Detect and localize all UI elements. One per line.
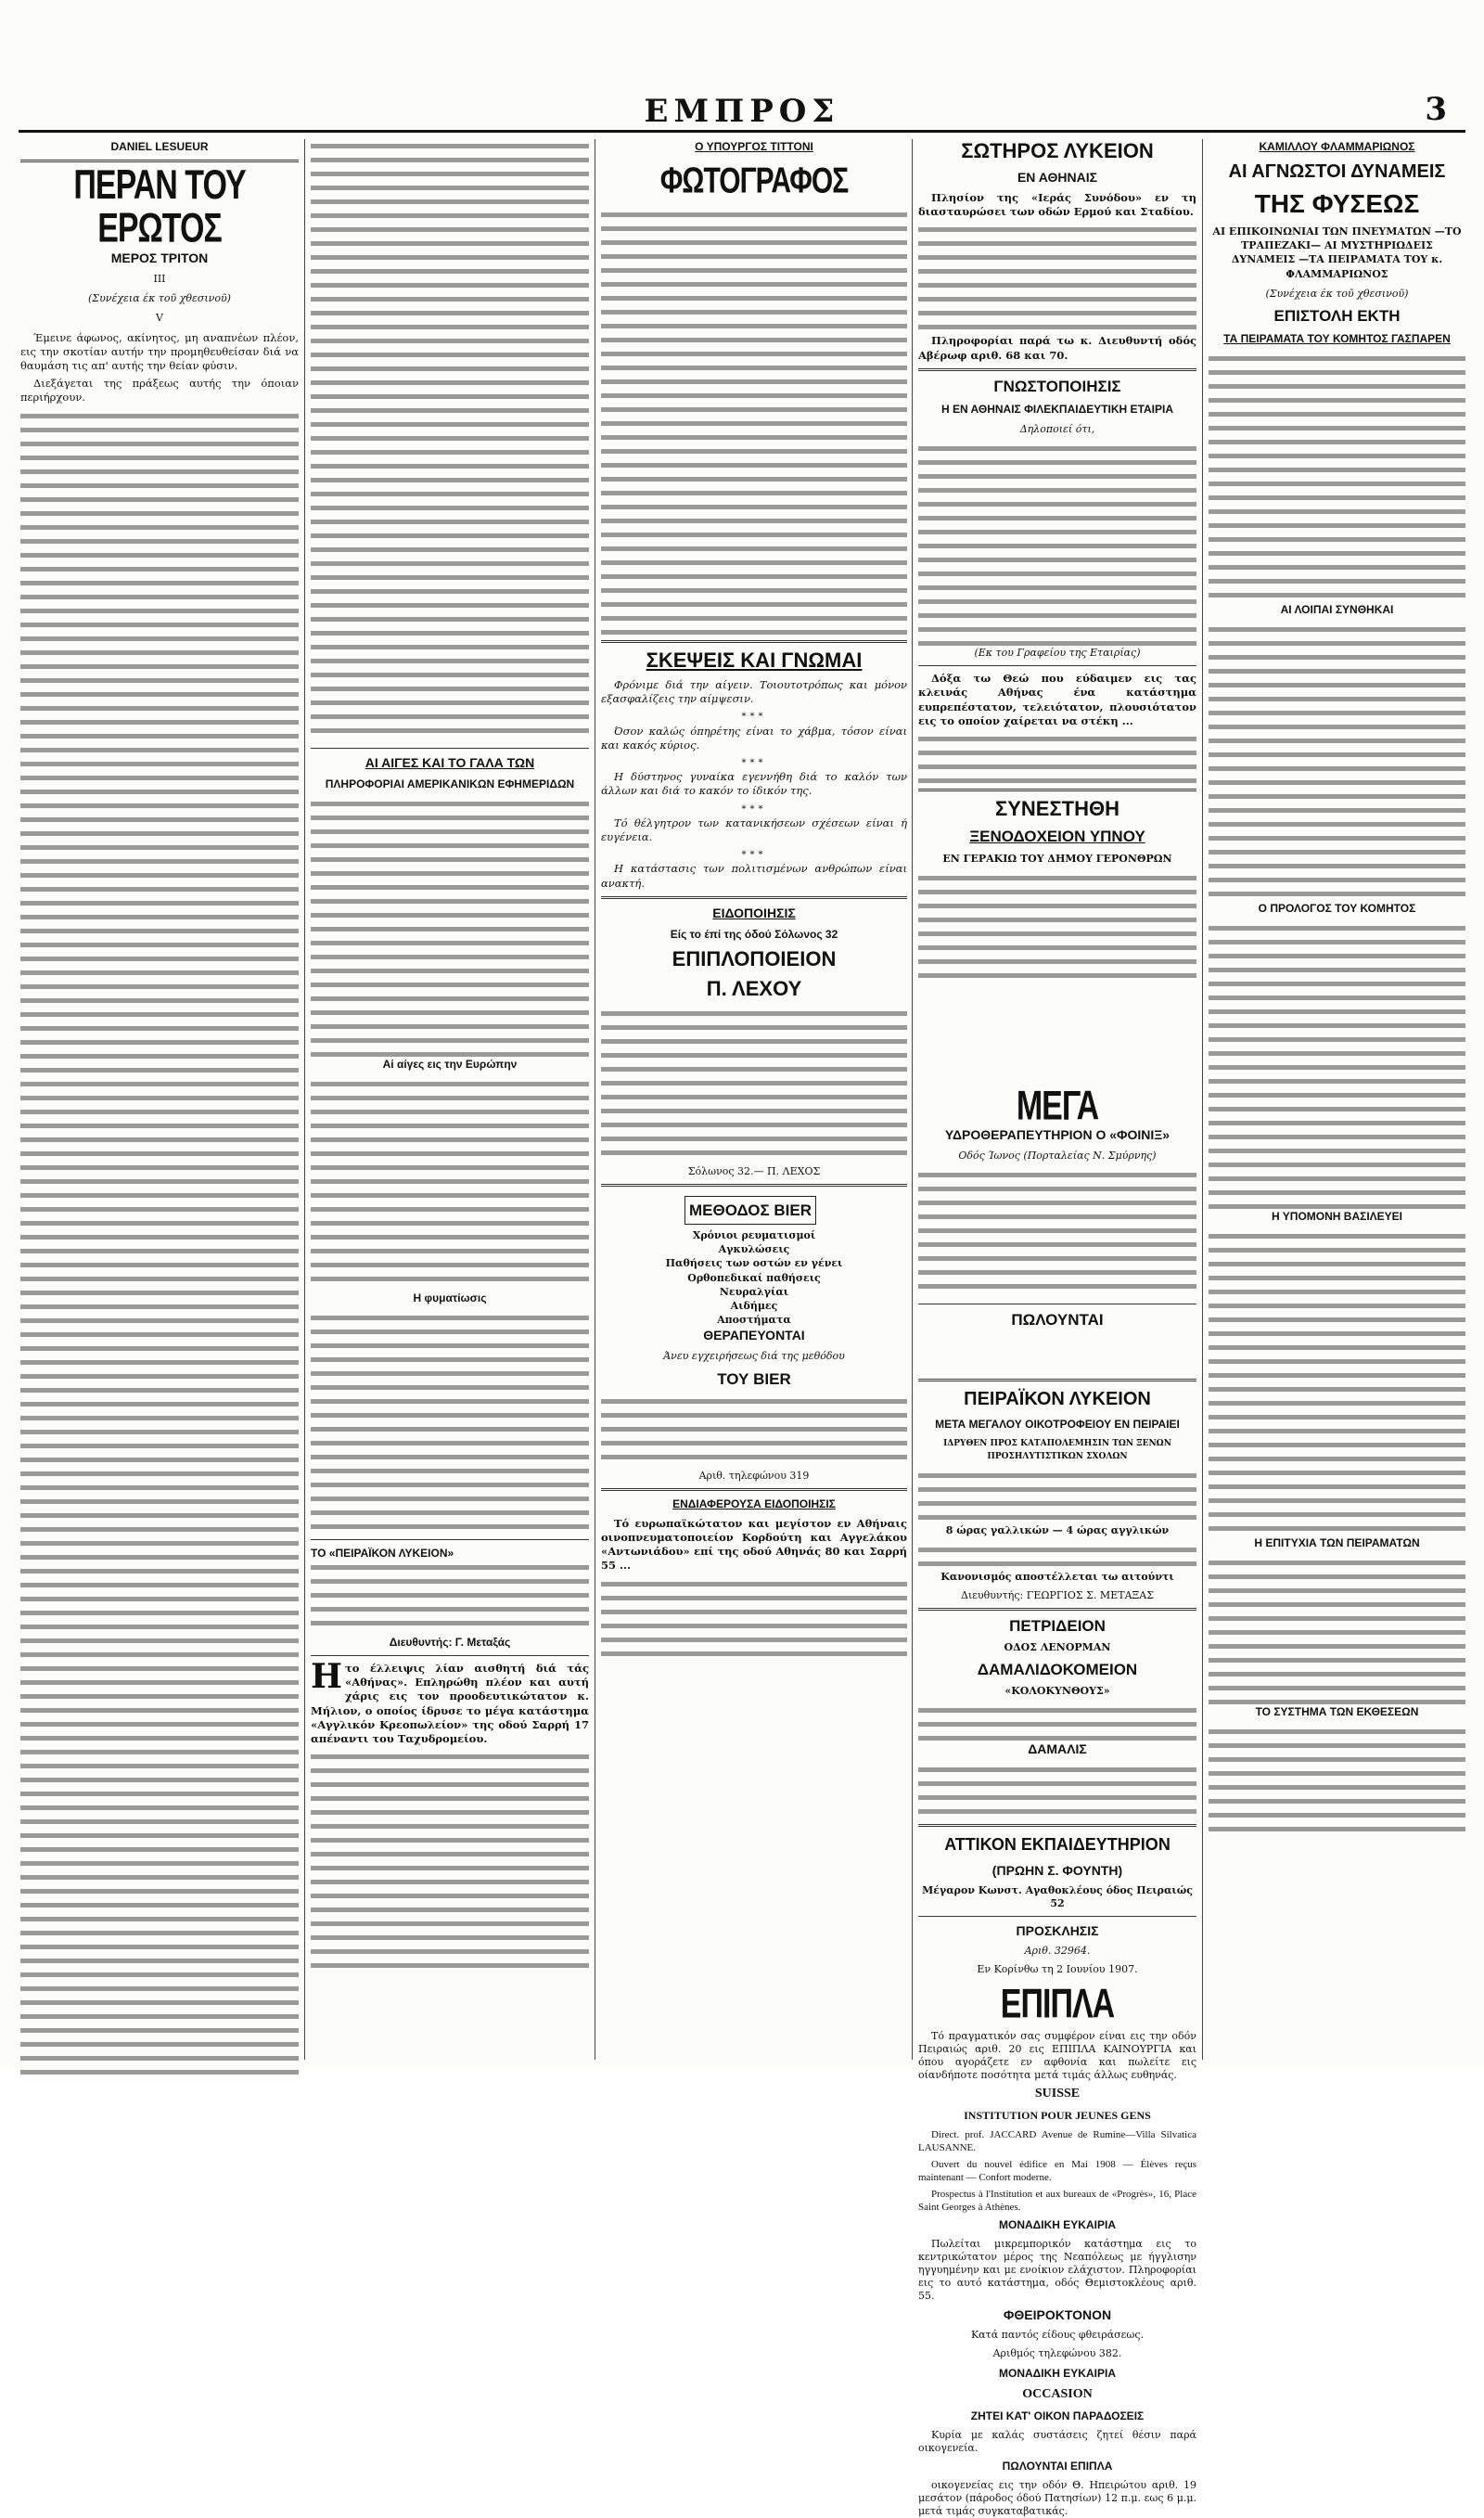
store-praise-advert: Δόξα τω Θεώ που εύδαιμεν εις τας κλεινάς Αθήνας ένα κατάστημα ευπρεπέστατον, τελειότατον, πλουσιότατον εις το οποίον χαίρεται να στέκη ... — [918, 672, 1196, 727]
bier-condition: Αιδήμες — [730, 1300, 778, 1313]
swiss-prospectus: Prospectus à l'Institution et aux bureaux de «Progrès», 16, Place Saint Georges à Athènes. — [918, 2189, 1196, 2213]
column-divider — [912, 139, 913, 2060]
body-text-block — [601, 1577, 907, 1661]
lyceum-subtitle-2: ΙΔΡΥΘΕΝ ΠΡΟΣ ΚΑΤΑΠΟΛΕΜΗΣΙΝ ΤΩΝ ΞΕΝΩΝ ΠΡΟΣΗΛΥΤΙΣΤΙΚΩΝ ΣΧΟΛΩΝ — [943, 1439, 1171, 1461]
furniture-address: Σόλωνος 32.— Π. ΛΕΧΟΣ — [687, 1164, 821, 1177]
page-number: 3 — [1425, 91, 1447, 128]
section-heading: ΑΙ ΛΟΙΠΑΙ ΣΥΝΘΗΚΑΙ — [1280, 603, 1394, 617]
divider — [601, 640, 907, 643]
article-kicker: Ο ΥΠΟΥΡΓΟΣ ΤΙΤΤΟΝΙ — [695, 140, 813, 153]
swiss-heading: SUISSE — [1034, 2087, 1081, 2100]
letter-heading: ΕΠΙΣΤΟΛΗ ΕΚΤΗ — [1273, 307, 1401, 326]
body-text-block — [601, 208, 907, 635]
article-subhead: ΠΛΗΡΟΦΟΡΙΑΙ ΑΜΕΡΙΚΑΝΙΚΩΝ ΕΦΗΜΕΡΙΔΩΝ — [325, 777, 575, 790]
advert-text: το έλλειψις λίαν αισθητή διά τάς «Αθήνας». Επληρώθη πλέον και αυτή χάρις εις τον προοδευτικώτατον κ. Μήλιον, ο οποίος ίδρυσε το μέγα κατάστημα «Αγγλικόν Κρεοπωλείον» της οδού Σαρρή 17 απέναντι του Ταχυδρομείου. — [311, 1662, 589, 1746]
maxim: Η κατάστασις των πολιτισμένων ανθρώπων είναι ανακτή. — [601, 862, 907, 890]
attikon-address: Μέγαρον Κωνστ. Αγαθοκλέους όδος Πειραιώς 52 — [922, 1884, 1193, 1909]
column-serial-novel — [20, 139, 299, 2060]
drop-cap: Η — [311, 1657, 343, 1696]
body-text-block — [918, 1763, 1196, 1818]
maxim: Τό θέλγητρον των κατανικήσεων σχέσεων είναι ή ευγένεια. — [601, 816, 907, 844]
notice-signoff: Διευθυντής: Γ. Μεταξάς — [389, 1636, 511, 1649]
tutoring-heading: ΖΗΤΕΙ ΚΑΤ' ΟΙΚΟΝ ΠΑΡΑΔΟΣΕΙΣ — [970, 2409, 1145, 2422]
article-subhead: ΑΙ ΕΠΙΚΟΙΝΩΝΙΑΙ ΤΩΝ ΠΝΕΥΜΑΤΩΝ —ΤΟ ΤΡΑΠΕΖΑΚΙ— ΑΙ ΜΥΣΤΗΡΙΩΔΕΙΣ ΔΥΝΑΜΕΙΣ —ΤΑ ΠΕΙΡΑΜΑΤΑ ΤΟΥ κ. ΦΛΑΜΜΑΡΙΩΝΟΣ — [1212, 225, 1462, 280]
column-adverts-center — [601, 139, 907, 2060]
continued-note: (Συνέχεια έκ τοῦ χθεσινοῦ) — [1265, 287, 1409, 300]
body-text-block — [918, 442, 1196, 646]
body-text-block — [1209, 1556, 1465, 1704]
column-divider — [304, 139, 305, 2060]
body-text-block — [311, 1311, 589, 1534]
lyceum-contact: Κανονισμός αποστέλλεται τω αιτούντι — [940, 1571, 1174, 1583]
hydro-mega: ΜΕΓΑ — [1016, 1083, 1099, 1129]
swiss-institution: INSTITUTION POUR JEUNES GENS — [964, 2109, 1151, 2122]
unique-opportunity-heading: ΜΟΝΑΔΙΚΗ ΕΥΚΑΙΡΙΑ — [999, 2218, 1116, 2231]
attikon-title: ΑΤΤΙΚΟΝ ΕΚΠΑΙΔΕΥΤΗΡΙΟΝ — [944, 1835, 1171, 1854]
article-headline: ΑΙ ΑΙΓΕΣ ΚΑΙ ΤΟ ΓΑΛΑ ΤΩΝ — [365, 755, 535, 770]
separator-stars: *** — [741, 803, 767, 815]
body-text-block — [918, 1168, 1196, 1298]
paragraph: Διεξάγεται της πράξεως αυτής την όποιαν περιήρχουν. — [20, 377, 299, 405]
maxim: Η δύστηνος γυναίκα εγεννήθη διά το καλόν των άλλων και διά το κακόν το ίδικόν της. — [601, 770, 907, 798]
bier-condition: Νευραλγίαι — [719, 1285, 789, 1298]
bier-brand: ΤΟΥ BIER — [717, 1369, 791, 1388]
body-text-block — [311, 1077, 589, 1291]
body-text-block — [1209, 623, 1465, 901]
section-number: V — [156, 312, 163, 325]
exterminator-text: Κατά παντός είδους φθειράσεως. — [970, 2329, 1145, 2341]
petrideion-address: ΟΔΟΣ ΛΕΝΟΡΜΑΝ — [1004, 1641, 1111, 1653]
body-text-block — [918, 223, 1196, 334]
lady-advert: Κυρία με καλάς συστάσεις ζητεί θέσιν παρά οικογενεία. — [918, 2429, 1196, 2454]
petrideion-name: ΠΕΤΡΙΔΕΙΟΝ — [1009, 1617, 1106, 1635]
body-text-block — [1209, 1229, 1465, 1535]
body-text-block — [311, 1750, 589, 1972]
divider — [311, 1655, 589, 1656]
lyceum-notice-title: ΤΟ «ΠΕΙΡΑΪΚΟΝ ΛΥΚΕΙΟΝ» — [311, 1547, 454, 1560]
exterminator-heading: ΦΘΕΙΡΟΚΤΟΝΟΝ — [1003, 2307, 1112, 2322]
occasion-heading: OCCASION — [1022, 2387, 1093, 2401]
hotel-name: ΞΕΝΟΔΟΧΕΙΟΝ ΥΠΝΟΥ — [969, 828, 1145, 846]
body-text-block — [601, 1394, 907, 1469]
maxim: Όσον καλώς όπηρέτης είναι το χάβμα, τόσον είναι και κακός κύριος. — [601, 724, 907, 752]
section-heading: Η ΕΠΙΤΥΧΙΑ ΤΩΝ ΠΕΙΡΑΜΑΤΩΝ — [1254, 1536, 1420, 1550]
hotel-established: ΣΥΝΕΣΤΗΘΗ — [995, 797, 1119, 821]
notice-line: Είς το έπί της όδού Σόλωνος 32 — [670, 927, 838, 941]
society-declares: Δηλοποιεί ότι, — [1019, 422, 1095, 435]
bier-condition: Παθήσεις των οστών εν γένει — [665, 1257, 843, 1270]
divider — [918, 665, 1196, 666]
section-heading: Αί αίγες εις την Ευρώπην — [382, 1058, 518, 1071]
author-name: ΚΑΜΙΛΛΟΥ ΦΛΑΜΜΑΡΙΩΝΟΣ — [1259, 140, 1415, 153]
lyceum-subtitle: ΜΕΤΑ ΜΕΓΑΛΟΥ ΟΙΚΟΤΡΟΦΕΙΟΥ ΕΝ ΠΕΙΡΑΙΕΙ — [935, 1418, 1180, 1431]
divider — [918, 368, 1196, 371]
hydro-name: ΥΔΡΟΘΕΡΑΠΕΥΤΗΡΙΟΝ Ο «ΦΟΙΝΙΞ» — [944, 1127, 1171, 1142]
body-text-block — [918, 1703, 1196, 1741]
bottom-advert-band — [918, 1373, 1196, 2517]
furniture-advert: Τό πραγματικόν σας συμφέρον είναι εις την οδόν Πειραιώς αριθ. 20 εις ΕΠΙΠΛΑ ΚΑΙΝΟΥΡΓΙΑ και όπου αγοράζετε εν αφθονία και πωλείτε εις οίανδήποτε ποσότητα μετά τιμάς άλλως ευθηνάς. — [918, 2030, 1196, 2081]
column-divider — [1202, 139, 1203, 2060]
bier-title: ΜΕΘΟΔΟΣ BIER — [684, 1196, 816, 1225]
column-hydro — [918, 1083, 1196, 1364]
section-heading: Η φυματίωσις — [413, 1291, 487, 1304]
exterminator-phone: Αριθμός τηλεφώνου 382. — [992, 2347, 1122, 2359]
bier-condition: Ορθοπεδικαί παθήσεις — [687, 1271, 821, 1284]
school-location: Πλησίον της «Ιεράς Συνόδου» εν τη διασταυρώσει των οδών Ερμού και Σταδίου. — [918, 191, 1196, 219]
author-name: DANIEL LESUEUR — [110, 140, 209, 153]
divider — [311, 1539, 589, 1540]
chapter-number: III — [153, 273, 166, 285]
body-text-block — [918, 871, 1196, 983]
bier-subtitle: Άνευ εγχειρήσεως διά της μεθόδου — [663, 1350, 845, 1363]
furniture-shop-name: ΕΠΙΠΛΟΠΟΙΕΙΟΝ — [672, 946, 837, 970]
body-text-block — [1209, 921, 1465, 1209]
furniture-sale-heading: ΠΩΛΟΥΝΤΑΙ ΕΠΙΠΛΑ — [1002, 2460, 1113, 2473]
column-news — [311, 139, 589, 2060]
serial-headline: ΠΕΡΑΝ ΤΟΥ ΕΡΩΤΟΣ — [73, 161, 246, 252]
notice-heading: ΕΝΔΙΑΦΕΡΟΥΣΑ ΕΙΔΟΠΟΙΗΣΙΣ — [672, 1497, 836, 1510]
divider — [918, 1608, 1196, 1611]
butcher-advert — [311, 1657, 589, 1746]
distillery-advert: Τό ευρωπαϊκώτατον και μεγίστον εν Αθήναις οινοπνευματοποιείον Κορδούτη και Αγγελάκου «Αντωνιάδου» επί της οδού Αθηνάς 80 και Σαρρή 55 ... — [601, 1516, 907, 1573]
divider — [918, 1824, 1196, 1827]
article-headline-2: ΤΗΣ ΦΥΣΕΩΣ — [1254, 189, 1420, 218]
school-city: ΕΝ ΑΘΗΝΑΙΣ — [1017, 170, 1098, 185]
notice-heading: ΓΝΩΣΤΟΠΟΙΗΣΙΣ — [993, 377, 1121, 395]
society-name: Η ΕΝ ΑΘΗΝΑΙΣ ΦΙΛΕΚΠΑΙΔΕΥΤΙΚΗ ΕΤΑΙΡΙΑ — [940, 402, 1174, 416]
body-text-block — [918, 1543, 1196, 1571]
body-text-block — [1209, 352, 1465, 602]
article-headline: ΦΩΤΟΓΡΑΦΟΣ — [659, 161, 849, 201]
invite-heading: ΠΡΟΣΚΛΗΣΙΣ — [1016, 1923, 1099, 1938]
paragraph: Έμεινε άφωνος, ακίνητος, μη αναπνέων πλέον, εις την σκοτίαν αυτήν την προμηθευθείσαν διά να θαυμάση τις απ' αυτής την θείαν φύσιν. — [20, 330, 299, 373]
section-heading: ΤΟ ΣΥΣΤΗΜΑ ΤΩΝ ΕΚΘΕΣΕΩΝ — [1255, 1705, 1419, 1719]
unique-opportunity-heading-2: ΜΟΝΑΔΙΚΗ ΕΥΚΑΙΡΙΑ — [999, 2367, 1116, 2380]
lyceum-hours: 8 ώρας γαλλικών — 4 ώρας αγγλικών — [945, 1524, 1170, 1536]
separator-stars: *** — [741, 850, 767, 861]
bier-condition: Αποστήματα — [717, 1314, 791, 1327]
divider — [918, 1916, 1196, 1917]
bier-conditions-list — [601, 1228, 907, 1327]
furniture-sale-text: οικογενείας εις την οδόν Θ. Ηπειρώτου αριθ. 19 μεσάτον (πάροδος όδού Πατησίων) 12 π.μ. εως 6 μ.μ. μετά τιμάς συγκαταβατικάς. — [918, 2479, 1196, 2517]
lyceum-big-title: ΠΕΙΡΑΪΚΟΝ ΛΥΚΕΙΟΝ — [964, 1389, 1151, 1409]
masthead — [19, 91, 1465, 130]
bier-condition: Αγκυλώσεις — [718, 1243, 790, 1256]
part-heading: ΜΕΡΟΣ ΤΡΙΤΟΝ — [110, 251, 209, 265]
hydro-address: Οδός Ίωνος (Πορταλείας Ν. Σμύρνης) — [958, 1150, 1157, 1162]
column-flammarion — [1209, 139, 1465, 2060]
body-text-block — [601, 1007, 907, 1164]
body-text-block — [311, 797, 589, 1057]
for-sale-heading: ΠΩΛΟΥΝΤΑΙ — [1011, 1311, 1104, 1330]
notice-heading: ΕΙΔΟΠΟΙΗΣΙΣ — [712, 905, 796, 920]
bier-condition: Χρόνιοι ρευματισμοί — [692, 1229, 816, 1242]
section-heading: Ο ΠΡΟΛΟΓΟΣ ΤΟΥ ΚΟΜΗΤΟΣ — [1258, 902, 1416, 916]
column-adverts-4 — [918, 139, 1196, 1160]
body-text-block — [311, 139, 589, 742]
divider — [601, 1488, 907, 1491]
section-heading: Η ΥΠΟΜΟΝΗ ΒΑΣΙΛΕΥΕΙ — [1272, 1210, 1402, 1224]
vaccine-institute-name: ΔΑΜΑΛΙΔΟΚΟΜΕΙΟΝ — [977, 1661, 1138, 1678]
swiss-opening: Ouvert du nouvel édifice en Mai 1908 — Élèves reçus maintenant — Confort moderne. — [918, 2159, 1196, 2183]
thoughts-heading: ΣΚΕΨΕΙΣ ΚΑΙ ΓΝΩΜΑΙ — [646, 649, 863, 672]
vaccine-note: ΔΑΜΑΛΙΣ — [1028, 1741, 1087, 1756]
school-address: Πληροφορίαι παρά τω κ. Διευθυντή οδός Αβέρωφ αριθ. 68 και 70. — [918, 334, 1196, 362]
bier-cure: ΘΕΡΑΠΕΥΟΝΤΑΙ — [703, 1328, 805, 1343]
masthead-rule — [19, 130, 1465, 133]
swiss-director: Direct. prof. JACCARD Avenue de Rumine—Villa Silvatica LAUSANNE. — [918, 2129, 1196, 2153]
maxim: Φρόνιμε διά την αίγειν. Τοιουτοτρόπως και μόνον εξασφαλίζεις την αίμψεσιν. — [601, 678, 907, 706]
letter-subhead: ΤΑ ΠΕΙΡΑΜΑΤΑ ΤΟΥ ΚΟΜΗΤΟΣ ΓΑΣΠΑΡΕΝ — [1223, 332, 1451, 346]
newspaper-title: ΕΜΠΡΟΣ — [644, 93, 840, 130]
body-text-block — [1209, 1725, 1465, 1836]
continued-note: (Συνέχεια έκ τοῦ χθεσινοῦ) — [88, 292, 231, 305]
society-signoff: (Εκ του Γραφείου της Εταιρίας) — [974, 647, 1141, 660]
divider — [601, 1184, 907, 1187]
bier-phone: Αριθ. τηλεφώνου 319 — [698, 1469, 810, 1482]
divider — [311, 748, 589, 749]
invite-number: Αριθ. 32964. — [1024, 1945, 1091, 1957]
separator-stars: *** — [741, 712, 767, 723]
body-text-block — [918, 1469, 1196, 1524]
body-text-block — [20, 409, 299, 2079]
divider — [918, 789, 1196, 791]
furniture-big-heading: ΕΠΙΠΛΑ — [1000, 1981, 1115, 2027]
lyceum-director: Διευθυντής: ΓΕΩΡΓΙΟΣ Σ. ΜΕΤΑΞΑΣ — [961, 1589, 1154, 1601]
hotel-location: ΕΝ ΓΕΡΑΚΙΩ ΤΟΥ ΔΗΜΟΥ ΓΕΡΟΝΘΡΩΝ — [942, 853, 1172, 866]
body-text-block — [918, 732, 1196, 783]
unique-opportunity-text: Πωλείται μικρεμπορικόν κατάστημα εις το κεντρικώτατον μέρος της Νεαπόλεως με ήγγλισην ηγγυημένην και με ενοίκιον ελάχιστον. Πληροφορίαι εις το αυτό κατάστημα, οδός Θεμιστοκλέους αριθ. 55. — [918, 2238, 1196, 2302]
separator-stars: *** — [741, 758, 767, 769]
vaccine-institute-sub: «ΚΟΛΟΚΥΝΘΟΥΣ» — [1004, 1685, 1110, 1697]
divider — [918, 1379, 1196, 1381]
divider — [601, 896, 907, 899]
furniture-owner: Π. ΛΕΧΟΥ — [706, 976, 802, 1000]
invite-signoff: Εν Κορίνθω τη 2 Ιουνίου 1907. — [977, 1963, 1138, 1975]
article-headline: ΑΙ ΑΓΝΩΣΤΟΙ ΔΥΝΑΜΕΙΣ — [1228, 161, 1446, 182]
body-text-block — [311, 1561, 589, 1635]
school-name: ΣΩΤΗΡΟΣ ΛΥΚΕΙΟΝ — [961, 139, 1154, 162]
attikon-subtitle: (ΠΡΩΗΝ Σ. ΦΟΥΝΤΗ) — [991, 1863, 1123, 1878]
